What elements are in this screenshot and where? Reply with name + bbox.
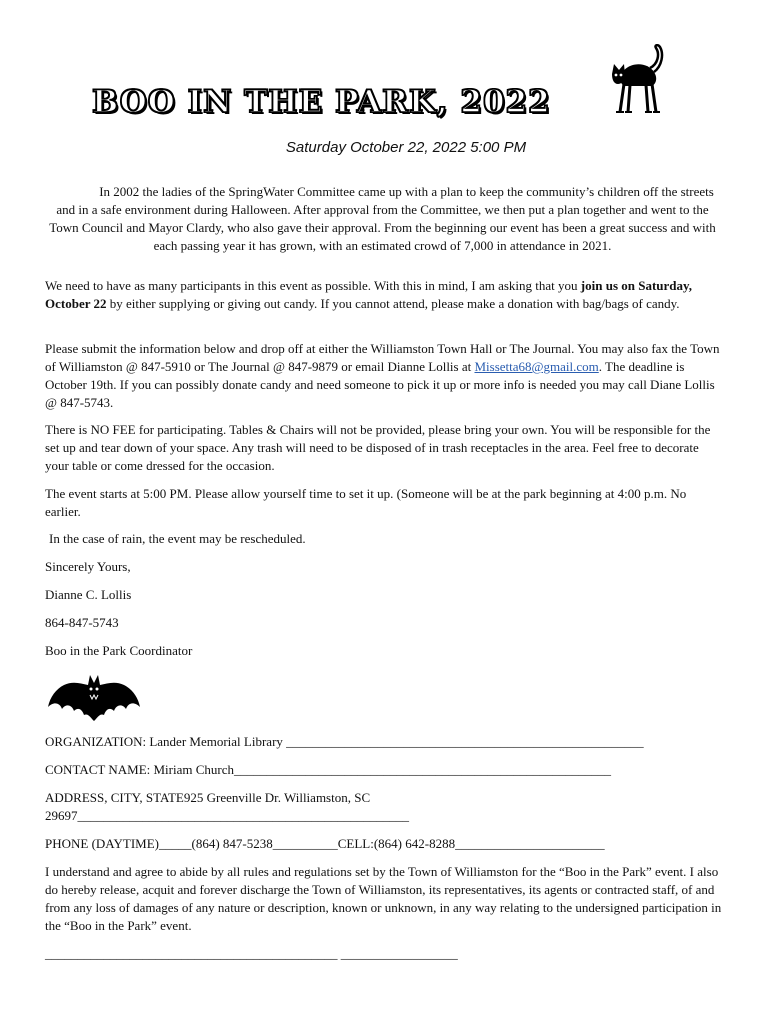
bat-icon (46, 673, 142, 729)
agreement-paragraph: I understand and agree to abide by all rules and regulations set by the Town of Williamston for the “Boo in the Park” event. I also do hereby release, acquit and forever discharge the Town of Williamston, its representatives, its agents or contracted staff, of and from any loss of damages of any nature or description, known or unknown, in any way relating to the undersigned participation in the “Boo in the Park” event. (45, 864, 722, 933)
submit-paragraph: Please submit the information below and drop off at either the Williamston Town Hall or The Journal. You may also fax the Town of Williamston @ 847-5910 or The Journal @ 847-9879 or email Dianne Lollis at Missetta68@gmail.com. The deadline is October 19th. If you can possibly donate candy and need someone to pick it up or more info is needed you may call Diane Lollis @ 847-5743. (45, 341, 720, 410)
address-field[interactable]: ADDRESS, CITY, STATE925 Greenville Dr. Williamston, SC (45, 790, 371, 805)
contact-name-field[interactable]: CONTACT NAME: Miriam Church__________________________________________________________ (45, 762, 612, 777)
fee-paragraph: There is NO FEE for participating. Tables & Chairs will not be provided, please bring your own. You will be responsible for the set up and tear down of your space. Any trash will need to be disposed of in trash receptacles in the area. Feel free to decorate your table or come dressed for the occasion. (45, 422, 711, 473)
signer-title: Boo in the Park Coordinator (45, 643, 193, 658)
organization-field[interactable]: ORGANIZATION: Lander Memorial Library _______________________________________________________ (45, 734, 644, 749)
closing-line: Sincerely Yours, (45, 559, 131, 574)
rain-paragraph: In the case of rain, the event may be rescheduled. (49, 531, 306, 546)
signer-name: Dianne C. Lollis (45, 587, 132, 602)
intro-paragraph: In 2002 the ladies of the SpringWater Committee came up with a plan to keep the community’s children off the streets and in a safe environment during Halloween. After approval from the Committee, we then put a plan together and went to the Town Council and Mayor Clardy, who also gave their approval. From the beginning our event has been a great success and with each passing year it has grown, with an estimated crowd of 7,000 in attendance in 2021. (49, 184, 716, 253)
email-link[interactable]: Missetta68@gmail.com (474, 359, 599, 374)
signature-line[interactable]: _____________________________________________ __________________ (45, 946, 458, 961)
signer-phone: 864-847-5743 (45, 615, 119, 630)
phone-field[interactable]: PHONE (DAYTIME)_____(864) 847-5238__________CELL:(864) 642-8288_______________________ (45, 836, 605, 851)
join-date-emphasis: join us on Saturday, October 22 (45, 278, 693, 311)
black-cat-icon (606, 44, 676, 116)
start-time-paragraph: The event starts at 5:00 PM. Please allow yourself time to set it up. (Someone will be at the park beginning at 4:00 p.m. No earlier. (45, 486, 687, 519)
page-title: BOO IN THE PARK, 2022 (92, 84, 551, 120)
participants-paragraph: We need to have as many participants in this event as possible. With this in mind, I am asking that you join us on Saturday, October 22 by either supplying or giving out candy. If you cannot attend, please make a donation with bag/bags of candy. (45, 278, 693, 311)
event-date-subtitle: Saturday October 22, 2022 5:00 PM (285, 139, 527, 156)
address-field-continued[interactable]: 29697___________________________________________________ (45, 808, 409, 823)
